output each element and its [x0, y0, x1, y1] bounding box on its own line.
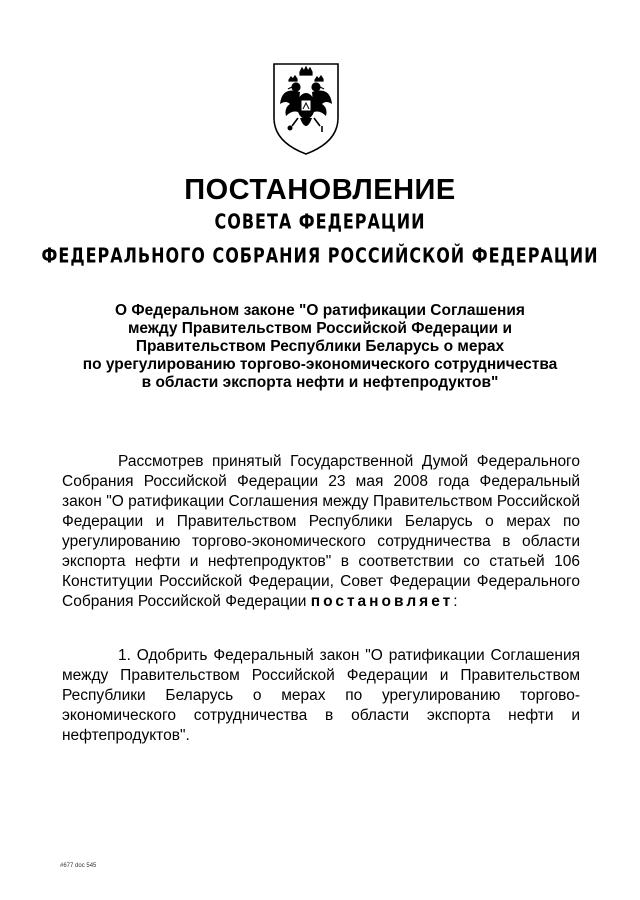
issuer-line-2: ФЕДЕРАЛЬНОГО СОБРАНИЯ РОССИЙСКОЙ ФЕДЕРАЦИИ: [41, 243, 599, 268]
subject-line: О Федеральном законе "О ратификации Соглашения: [115, 302, 525, 319]
clause-1-text: 1. Одобрить Федеральный закон "О ратификации Соглашения между Правительством Российской Федерации и Правительством Республики Беларусь о мерах по урегулированию торгово-экономического сотрудничества в области экспорта нефти и нефтепродуктов".: [62, 647, 580, 744]
decree-colon: :: [453, 593, 458, 610]
subject-line: Правительством Республики Беларусь о мерах: [135, 338, 505, 355]
decree-word: постановляет: [310, 593, 454, 610]
coat-of-arms-emblem: [272, 60, 340, 156]
preamble-paragraph: [62, 452, 580, 612]
preamble-text: Рассмотрев принятый Государственной Думой Федерального Собрания Российской Федерации 23 мая 2008 года Федеральный закон "О ратификации Соглашения между Правительством Российской Федерации и Правительством Республики Беларусь о мерах по урегулированию торгово-экономического сотрудничества в области экспорта нефти и нефтепродуктов" в соответствии со статьей 106 Конституции Российской Федерации, Совет Федерации Федерального Собрания Российской Федерации: [62, 453, 580, 610]
subject-line: между Правительством Российской Федерации и: [127, 320, 513, 337]
issuer-line-1: СОВЕТА ФЕДЕРАЦИИ: [214, 209, 426, 234]
document-title: ПОСТАНОВЛЕНИЕ: [184, 174, 456, 206]
clause-1-paragraph: [62, 646, 580, 746]
document-subject: [60, 302, 580, 392]
document-reference: #677 doc 545: [60, 863, 97, 869]
subject-line: в области экспорта нефти и нефтепродуктов": [141, 374, 499, 391]
subject-line: по урегулированию торгово-экономического сотрудничества: [82, 356, 558, 373]
